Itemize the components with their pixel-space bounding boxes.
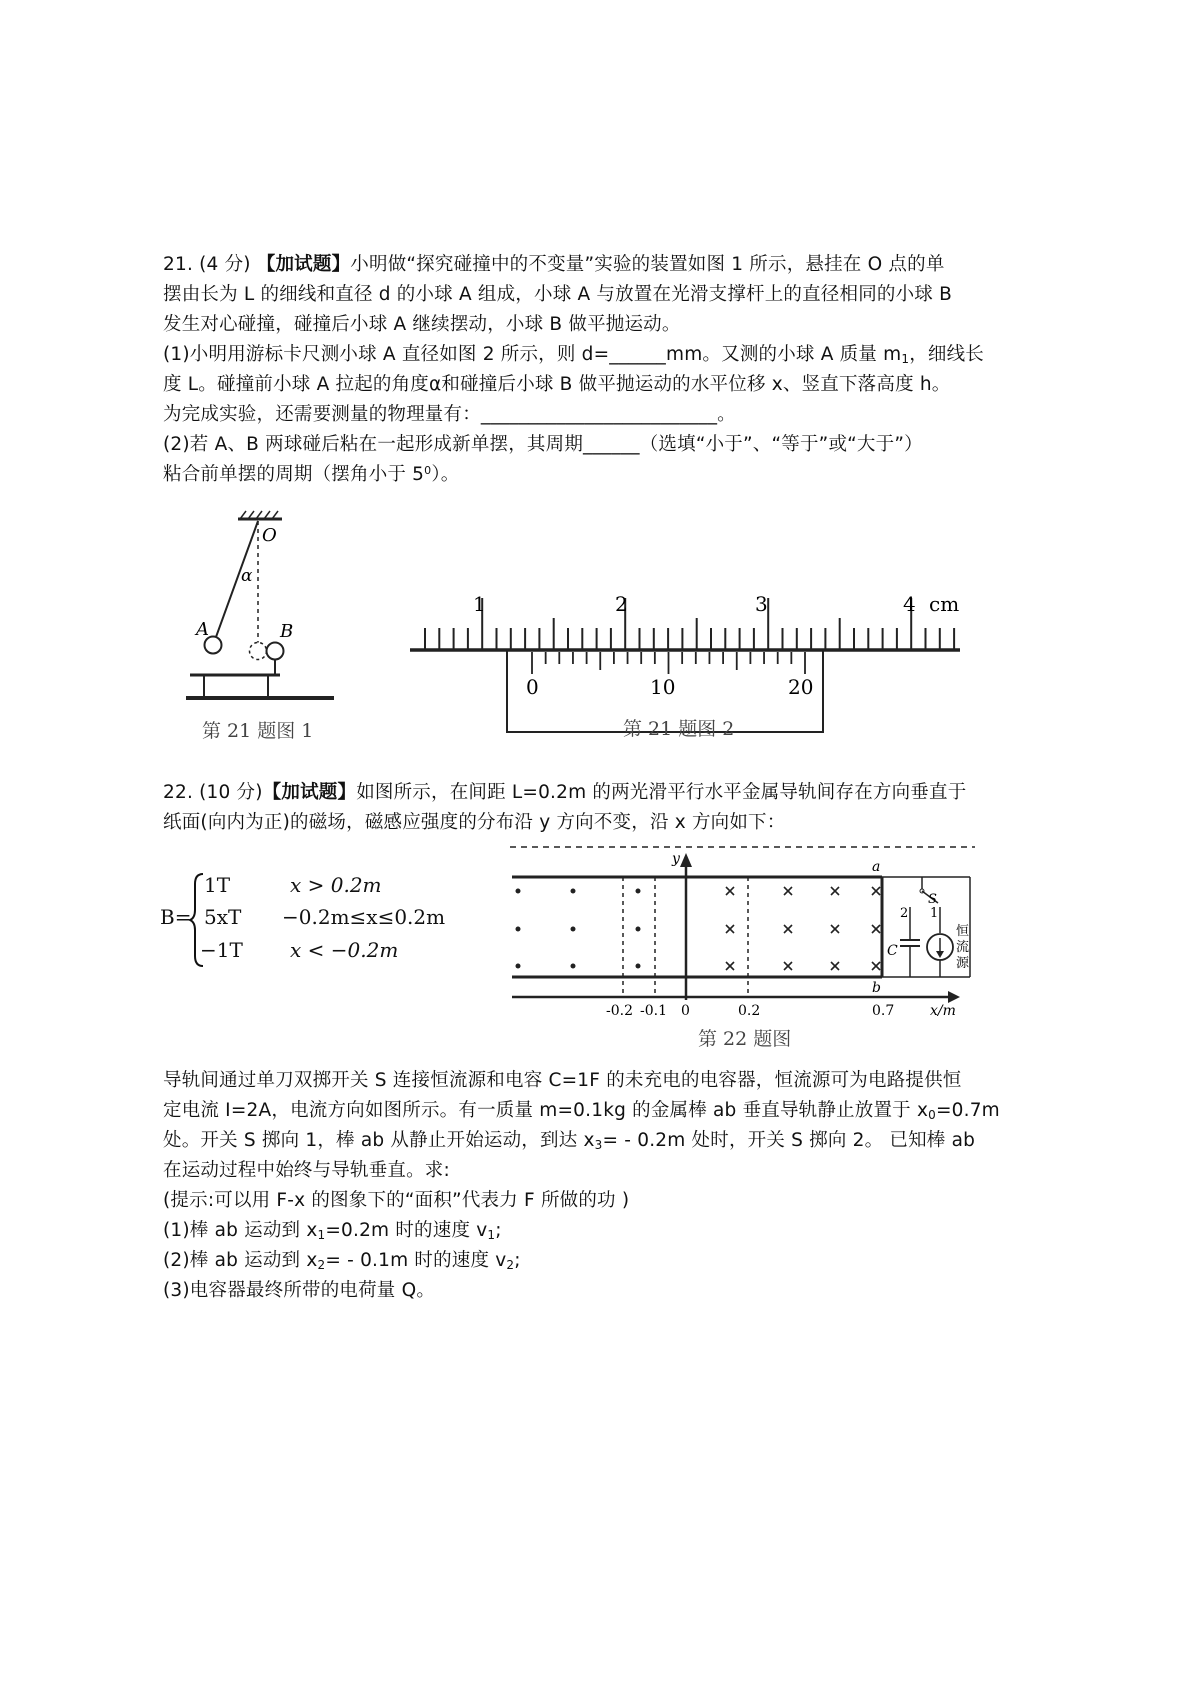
q22-part-2: (2)棒 ab 运动到 $x_2= - 0.1m$ 时的速度 $v_2$;	[163, 1250, 521, 1272]
vernier-label-20: 20	[788, 675, 814, 699]
q21-line-1: 21. (4 分) 【加试题】小明做“探究碰撞中的不变量”实验的装置如图 1 所示，悬挂在 O 点的单	[163, 254, 945, 275]
main-label-2: 2	[615, 592, 628, 616]
q22-para-4: 在运动过程中始终与导轨垂直。求:	[163, 1160, 450, 1181]
label-alpha: α	[241, 566, 253, 586]
unit-label: cm	[929, 592, 960, 616]
q21-line-5: 度 L。碰撞前小球 A 拉起的角度α和碰撞后小球 B 做平抛运动的水平位移 x、竖直下落高度 h。	[163, 374, 951, 395]
label-C: C	[887, 943, 898, 959]
q21-line-4: (1)小明用游标卡尺测小球 A 直径如图 2 所示，则 d=______mm。又测的小球 A 质量 $m_1$，细线长	[163, 344, 984, 366]
tick-0.7: 0.7	[872, 1003, 895, 1019]
label-1: 1	[930, 906, 939, 921]
q21-line-3: 发生对心碰撞，碰撞后小球 A 继续摆动，小球 B 做平抛运动。	[163, 314, 681, 335]
q22-line-1: 22. (10 分)【加试题】如图所示，在间距 L=0.2m 的两光滑平行水平金属导轨间存在方向垂直于	[163, 782, 967, 803]
q21-line-6: 为完成实验，还需要测量的物理量有：_________________________。	[163, 404, 736, 425]
label-2: 2	[900, 906, 909, 921]
x-unit: x/m	[930, 1003, 956, 1019]
y-label: y	[672, 851, 680, 867]
label-S: S	[928, 892, 937, 907]
vernier-label-10: 10	[650, 675, 676, 699]
q22-line-2: 纸面(向内为正)的磁场，磁感应强度的分布沿 y 方向不变，沿 x 方向如下：	[163, 812, 786, 833]
label-A: A	[196, 619, 209, 640]
tick-0.2: 0.2	[738, 1003, 761, 1019]
pendulum-figure	[180, 505, 360, 750]
tick-0: 0	[681, 1003, 690, 1019]
main-label-1: 1	[473, 592, 486, 616]
q22-hint: (提示:可以用 F-x 的图象下的“面积”代表力 F 所做的功 )	[163, 1190, 630, 1211]
q21-line-8: 粘合前单摆的周期（摆角小于 $5^0$）。	[163, 464, 460, 485]
label-O: O	[262, 525, 277, 546]
q21-line-7: (2)若 A、B 两球碰后粘在一起形成新单摆，其周期______（选填“小于”、“等于”或“大于”）	[163, 434, 923, 455]
tick-m0.1: -0.1	[640, 1003, 667, 1019]
fig2-caption: 第 21 题图 2	[623, 718, 735, 740]
source-char-2: 流	[956, 940, 970, 955]
q21-line-2: 摆由长为 L 的细线和直径 d 的小球 A 组成，小球 A 与放置在光滑支撑杆上的直径相同的小球 B	[163, 284, 952, 305]
label-B: B	[280, 621, 294, 642]
tick-m0.2: -0.2	[606, 1003, 633, 1019]
q22-number: 22. (10 分)	[163, 782, 263, 803]
fig22-caption: 第 22 题图	[698, 1028, 792, 1050]
q21-tag: 【加试题】	[256, 254, 351, 275]
fig1-caption: 第 21 题图 1	[202, 720, 314, 742]
q22-part-1: (1)棒 ab 运动到 $x_1=0.2m$ 时的速度 $v_1$;	[163, 1220, 502, 1242]
q22-para-3: 处。开关 S 掷向 1，棒 ab 从静止开始运动，到达 $x_3= - 0.2m$ 处时，开关 S 掷向 2。 已知棒 ab	[163, 1130, 976, 1152]
q22-part-3: (3)电容器最终所带的电荷量 Q。	[163, 1280, 436, 1301]
main-label-3: 3	[755, 592, 768, 616]
q22-tag: 【加试题】	[262, 782, 357, 803]
vernier-figure	[405, 580, 970, 750]
main-label-4: 4	[903, 592, 916, 616]
q22-para-2: 定电流 I=2A，电流方向如图所示。有一质量 m=0.1kg 的金属棒 ab 垂直导轨静止放置于 $x_0=0.7m$	[163, 1100, 1000, 1122]
q21-number: 21. (4 分)	[163, 254, 257, 275]
q22-para-1: 导轨间通过单刀双掷开关 S 连接恒流源和电容 C=1F 的未充电的电容器，恒流源可为电路提供恒	[163, 1070, 962, 1091]
field-out-dots	[516, 889, 641, 969]
rail-figure	[510, 845, 980, 1055]
label-b: b	[872, 980, 881, 996]
source-char-3: 源	[956, 956, 970, 971]
field-in-crosses	[726, 887, 880, 970]
label-a: a	[872, 859, 881, 875]
source-char-1: 恒	[956, 924, 970, 939]
vernier-label-0: 0	[526, 675, 539, 699]
